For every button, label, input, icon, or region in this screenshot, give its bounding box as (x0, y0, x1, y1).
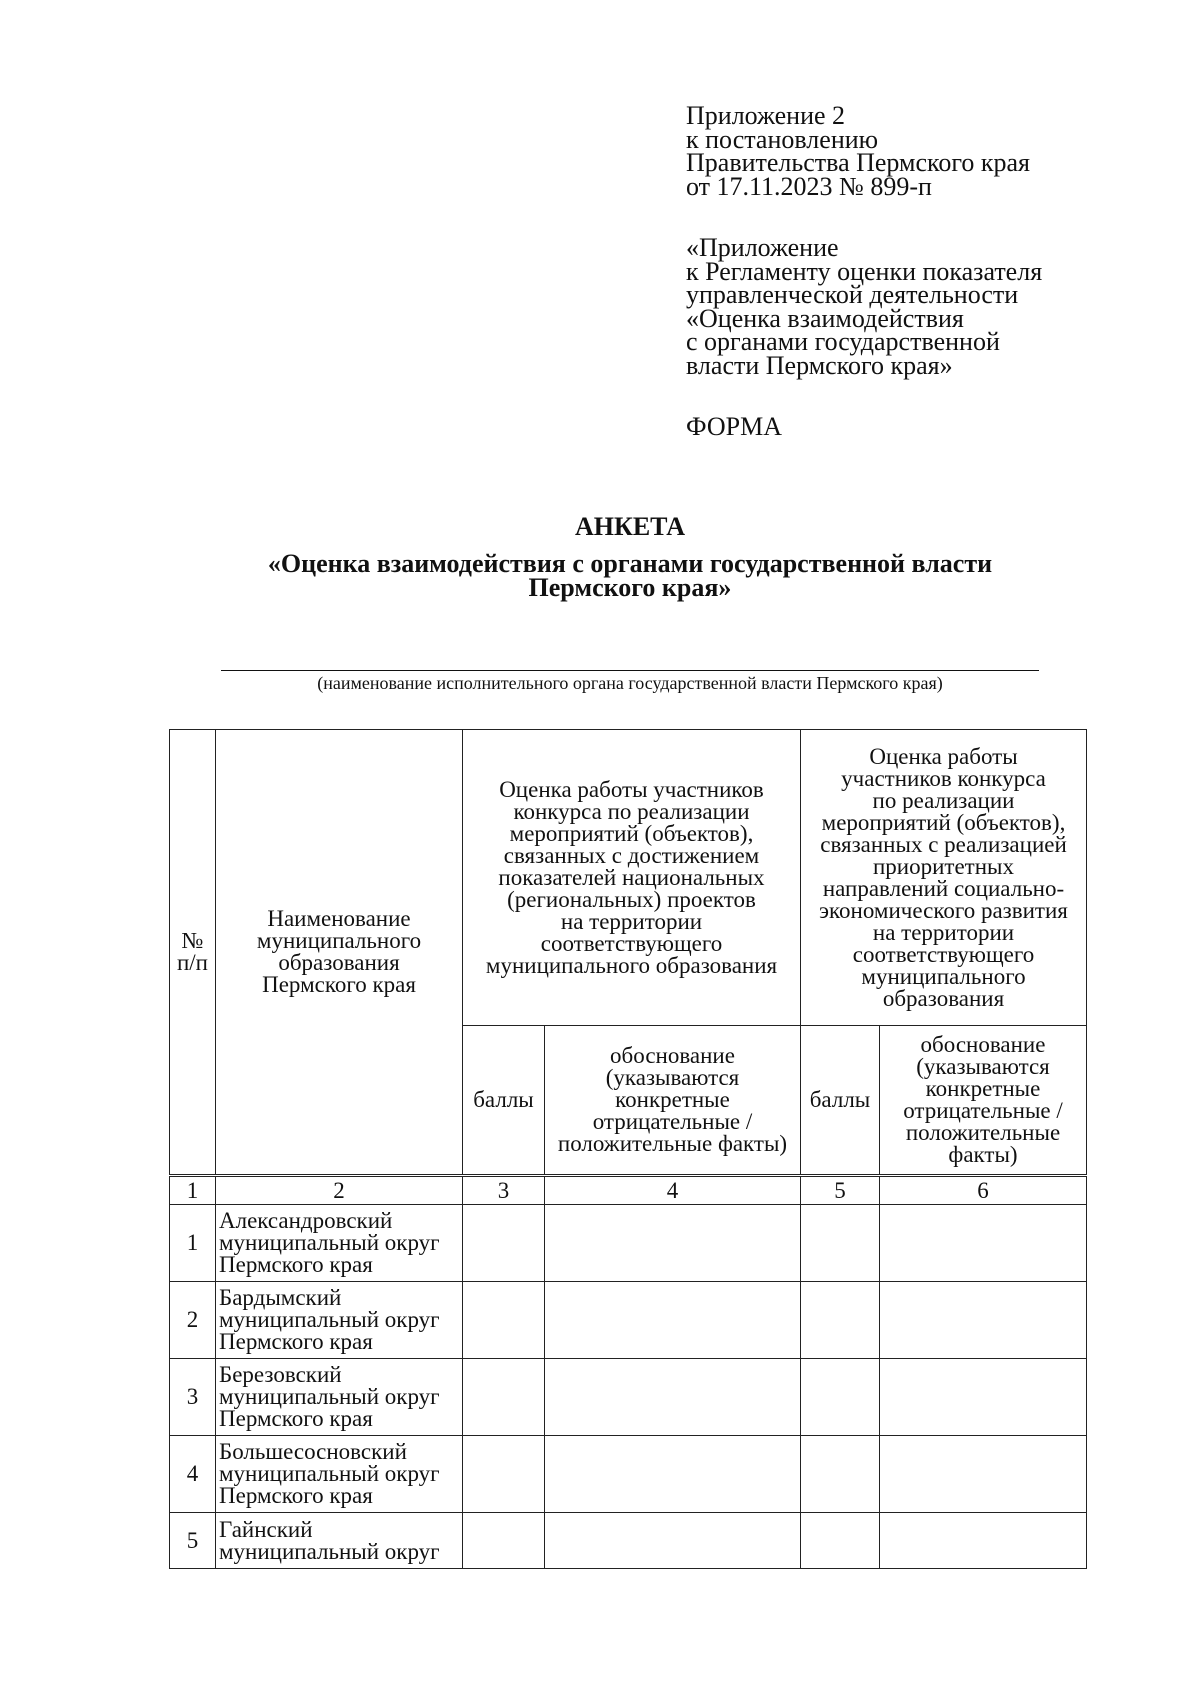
header-text: конкретные (615, 1087, 730, 1112)
header-text: показателей национальных (498, 864, 765, 890)
justification-cell[interactable] (545, 1205, 801, 1282)
header-text: на территории (872, 919, 1015, 945)
municipality-name (216, 1359, 463, 1436)
municipality-name-line: муниципальный округ (219, 1307, 440, 1332)
header-points-1: баллы (463, 1026, 545, 1176)
appendix-line: Правительства Пермского края (686, 148, 1030, 177)
regulation-line: к Регламенту оценки показателя (686, 256, 1043, 286)
table-row (170, 1436, 1087, 1513)
justification-cell[interactable] (880, 1359, 1087, 1436)
form-label: ФОРМА (686, 412, 782, 441)
column-number: 6 (880, 1176, 1087, 1205)
regulation-line: с органами государственной (686, 327, 1000, 356)
header-text: факты) (948, 1142, 1018, 1167)
document-subtitle: Пермского края» (528, 573, 732, 602)
points-cell[interactable] (463, 1359, 545, 1436)
justification-cell[interactable] (545, 1436, 801, 1513)
header-points-2: баллы (801, 1026, 880, 1176)
header-text: по реализации (872, 787, 1015, 813)
regulation-line: «Приложение (686, 233, 839, 262)
column-numbers-row (170, 1176, 1087, 1205)
header-text: направлений социально- (822, 875, 1065, 901)
column-number: 2 (216, 1176, 463, 1205)
header-text: № (181, 928, 204, 953)
header-text: Пермского края (262, 972, 416, 997)
municipality-name-line: муниципальный округ (219, 1230, 440, 1255)
header-text: участников конкурса (841, 765, 1046, 791)
table-row (170, 1205, 1087, 1282)
header-text: Оценка работы участников (499, 776, 764, 802)
regulation-line: «Оценка взаимодействия (686, 303, 964, 333)
table-row (170, 1282, 1087, 1359)
row-number: 4 (170, 1436, 216, 1513)
header-row-number (170, 730, 216, 1176)
municipality-name-line: Пермского края (219, 1252, 373, 1277)
header-text: муниципального образования (485, 952, 778, 978)
header-text: отрицательные / (592, 1109, 753, 1134)
appendix-line: от 17.11.2023 № 899-п (686, 171, 932, 201)
appendix-line: к постановлению (686, 124, 879, 154)
municipality-name (216, 1513, 463, 1569)
points-cell[interactable] (463, 1513, 545, 1569)
municipality-name-line: Александровский (219, 1208, 393, 1233)
municipality-name-line: муниципальный округ (219, 1461, 440, 1486)
justification-cell[interactable] (880, 1513, 1087, 1569)
header-municipality (216, 730, 463, 1176)
header-text: муниципального (256, 928, 422, 953)
header-text: связанных с достижением (503, 842, 760, 868)
municipality-name-line: Гайнский (219, 1516, 313, 1542)
document-subtitle: «Оценка взаимодействия с органами государственной власти (267, 549, 993, 578)
header-justification-2 (880, 1026, 1087, 1176)
column-number: 1 (170, 1176, 216, 1205)
regulation-line: власти Пермского края» (686, 350, 953, 380)
points-cell[interactable] (463, 1205, 545, 1282)
points-cell[interactable] (801, 1359, 880, 1436)
points-cell[interactable] (801, 1282, 880, 1359)
points-cell[interactable] (463, 1282, 545, 1359)
municipality-name (216, 1205, 463, 1282)
header-text: положительные (905, 1120, 1061, 1145)
header-text: Наименование (267, 906, 411, 931)
header-text: отрицательные / (903, 1098, 1063, 1123)
header-text: обоснование (920, 1032, 1046, 1057)
header-text: конкретные (925, 1076, 1041, 1101)
header-text: образования (278, 950, 400, 975)
row-number: 3 (170, 1359, 216, 1436)
justification-cell[interactable] (880, 1282, 1087, 1359)
points-cell[interactable] (801, 1436, 880, 1513)
points-cell[interactable] (463, 1436, 545, 1513)
organ-name-fill-line[interactable] (221, 670, 1039, 671)
table-row (170, 1359, 1087, 1436)
points-cell[interactable] (801, 1513, 880, 1569)
header-text: образования (882, 985, 1005, 1011)
municipality-name-line: Бардымский (219, 1285, 342, 1310)
municipality-name-line: Березовский (219, 1362, 342, 1387)
regulation-reference (686, 233, 1186, 380)
assessment-table (169, 729, 1087, 1569)
organ-name-caption: (наименование исполнительного органа государственной власти Пермского края) (317, 673, 943, 693)
header-justification-1 (545, 1026, 801, 1176)
header-text: (региональных) проектов (507, 886, 756, 912)
municipality-name (216, 1282, 463, 1359)
header-text: приоритетных (873, 853, 1014, 879)
header-text: (указываются (605, 1065, 740, 1090)
header-group-priority-directions (801, 730, 1087, 1026)
header-text: соответствующего (852, 941, 1035, 967)
municipality-name-line: Пермского края (219, 1329, 373, 1354)
header-text: обоснование (610, 1043, 735, 1068)
justification-cell[interactable] (880, 1436, 1087, 1513)
appendix-reference (686, 101, 1186, 201)
municipality-name-line: муниципальный округ (219, 1384, 440, 1409)
justification-cell[interactable] (545, 1282, 801, 1359)
regulation-line: управленческой деятельности (686, 280, 1019, 309)
municipality-name-line: муниципальный округ (219, 1538, 440, 1564)
points-cell[interactable] (801, 1205, 880, 1282)
appendix-line: Приложение 2 (686, 101, 846, 130)
municipality-name-line: Пермского края (219, 1406, 373, 1431)
header-text: экономического развития (819, 897, 1068, 923)
table-row (170, 1513, 1087, 1569)
column-number: 4 (545, 1176, 801, 1205)
header-text: муниципального (861, 963, 1026, 989)
header-text: п/п (176, 950, 208, 975)
header-text: соответствующего (540, 930, 723, 956)
row-number: 2 (170, 1282, 216, 1359)
municipality-name (216, 1436, 463, 1513)
header-text: (указываются (916, 1054, 1050, 1079)
justification-cell[interactable] (545, 1359, 801, 1436)
header-text: положительные факты) (557, 1131, 788, 1156)
header-text: конкурса по реализации (513, 798, 750, 824)
justification-cell[interactable] (880, 1205, 1087, 1282)
row-number: 5 (170, 1513, 216, 1569)
header-group-national-projects (463, 730, 801, 1026)
row-number: 1 (170, 1205, 216, 1282)
header-text: мероприятий (объектов), (821, 809, 1066, 835)
justification-cell[interactable] (545, 1513, 801, 1569)
header-text: Оценка работы (869, 743, 1018, 769)
header-text: мероприятий (объектов), (509, 820, 754, 846)
document-title: АНКЕТА (574, 512, 686, 541)
column-number: 5 (801, 1176, 880, 1205)
municipality-name-line: Пермского края (219, 1483, 373, 1508)
header-text: связанных с реализацией (820, 831, 1067, 857)
municipality-name-line: Большесосновский (219, 1439, 407, 1464)
column-number: 3 (463, 1176, 545, 1205)
header-text: на территории (560, 908, 703, 934)
